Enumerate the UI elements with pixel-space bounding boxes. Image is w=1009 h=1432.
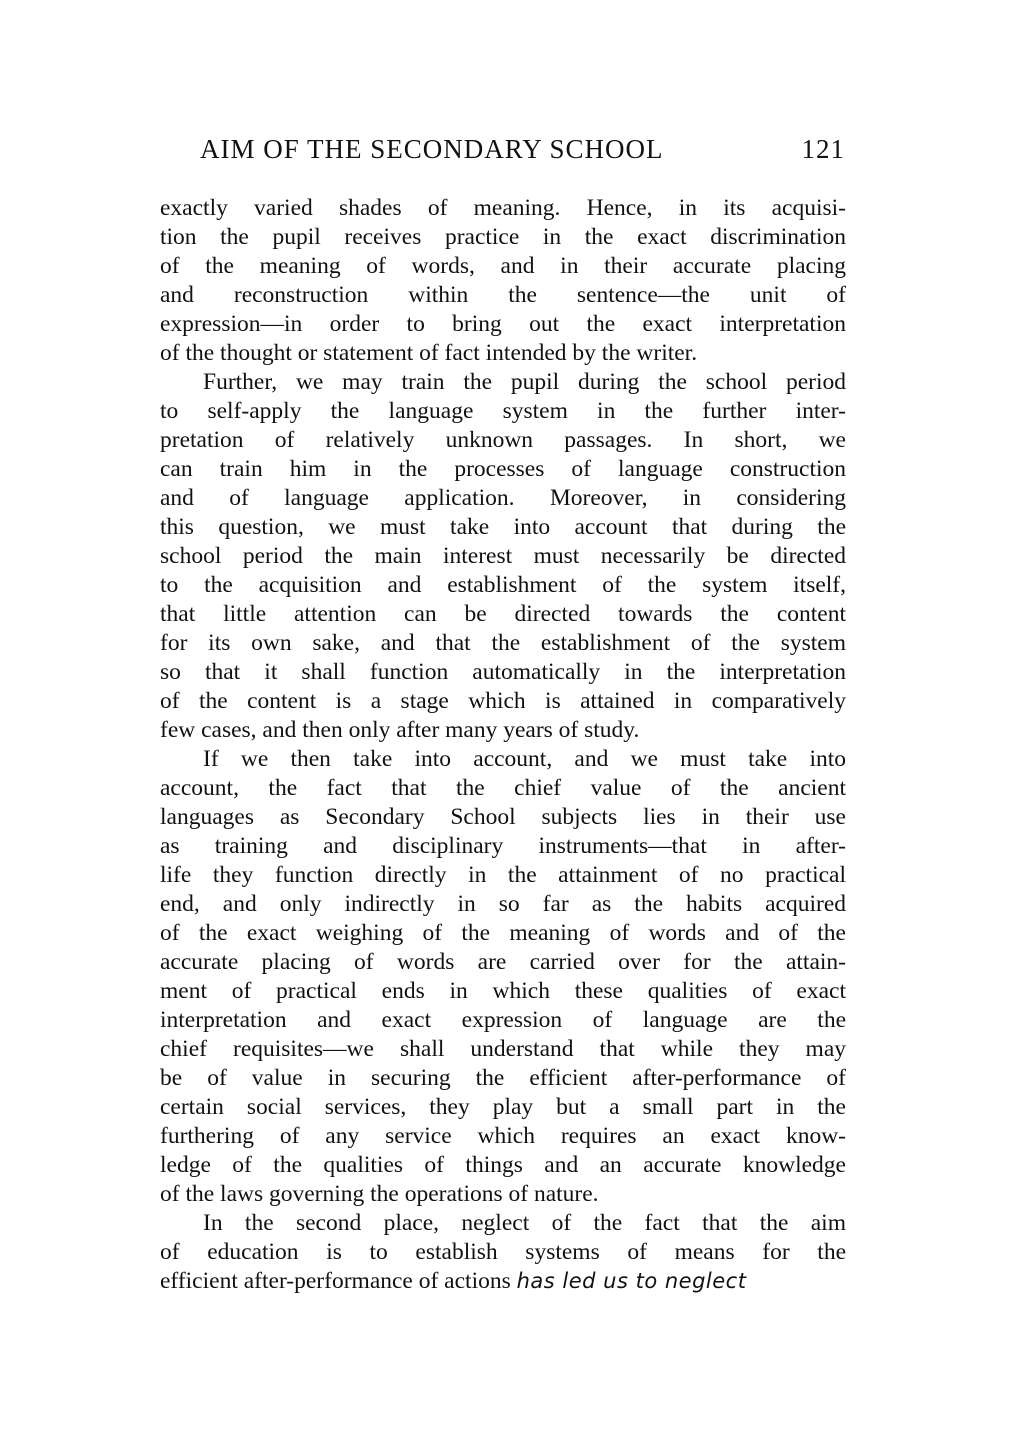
text-line: few cases, and then only after many years of study.	[160, 717, 640, 743]
text-line: ledge of the qualities of things and an accurate knowledge	[160, 1152, 846, 1178]
text-line: and reconstruction within the sentence—the unit of	[160, 282, 846, 308]
page-number: 121	[801, 134, 845, 164]
text-line: can train him in the processes of language construction	[160, 456, 846, 482]
text-body	[160, 194, 846, 1296]
text-line: as training and disciplinary instruments—that in after-	[160, 833, 846, 859]
text-line: for its own sake, and that the establishment of the system	[160, 630, 846, 656]
text-line: to self-apply the language system in the further inter-	[160, 398, 846, 424]
text-line: account, the fact that the chief value of the ancient	[160, 775, 846, 801]
running-head	[200, 134, 845, 170]
text-line: be of value in securing the efficient after-performance of	[160, 1065, 846, 1091]
text-line: furthering of any service which requires an exact know-	[160, 1123, 846, 1149]
text-line: languages as Secondary School subjects lies in their use	[160, 804, 846, 830]
text-line: ment of practical ends in which these qualities of exact	[160, 978, 846, 1004]
text-line: of the meaning of words, and in their accurate placing	[160, 253, 846, 279]
text-line: to the acquisition and establishment of the system itself,	[160, 572, 846, 598]
text-line: If we then take into account, and we must take into	[203, 746, 846, 772]
text-line: and of language application. Moreover, in considering	[160, 485, 846, 511]
printed-text: efficient after-performance of actions	[160, 1268, 511, 1294]
text-line: school period the main interest must necessarily be directed	[160, 543, 846, 569]
text-line: tion the pupil receives practice in the exact discrimination	[160, 224, 846, 250]
text-line: of the exact weighing of the meaning of words and of the	[160, 920, 846, 946]
text-line: end, and only indirectly in so far as the habits acquired	[160, 891, 846, 917]
text-line: of education is to establish systems of means for the	[160, 1239, 846, 1265]
text-line: life they function directly in the attainment of no practical	[160, 862, 846, 888]
handwritten-annotation: has led us to neglect	[516, 1269, 747, 1293]
chapter-title: AIM OF THE SECONDARY SCHOOL	[200, 134, 664, 164]
text-line: of the thought or statement of fact intended by the writer.	[160, 340, 698, 366]
text-line: of the content is a stage which is attained in comparatively	[160, 688, 846, 714]
final-text-line	[160, 1267, 846, 1296]
text-line: that little attention can be directed towards the content	[160, 601, 846, 627]
text-line: chief requisites—we shall understand that while they may	[160, 1036, 846, 1062]
text-line: In the second place, neglect of the fact that the aim	[203, 1210, 846, 1236]
text-line: of the laws governing the operations of nature.	[160, 1181, 599, 1207]
text-line: Further, we may train the pupil during the school period	[203, 369, 846, 395]
text-line: this question, we must take into account that during the	[160, 514, 846, 540]
text-line: pretation of relatively unknown passages. In short, we	[160, 427, 846, 453]
text-line: exactly varied shades of meaning. Hence, in its acquisi-	[160, 195, 846, 221]
text-line: certain social services, they play but a small part in the	[160, 1094, 846, 1120]
text-line: so that it shall function automatically in the interpretation	[160, 659, 846, 685]
text-line: interpretation and exact expression of language are the	[160, 1007, 846, 1033]
text-line: expression—in order to bring out the exact interpretation	[160, 311, 846, 337]
text-line: accurate placing of words are carried over for the attain-	[160, 949, 846, 975]
